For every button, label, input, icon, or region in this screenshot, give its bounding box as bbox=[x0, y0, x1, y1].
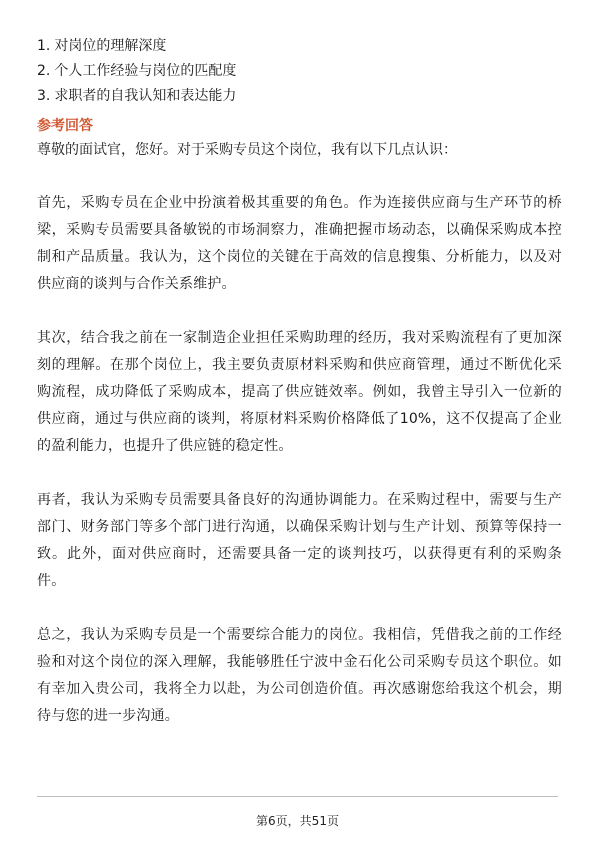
list-item-number: 1. bbox=[37, 38, 51, 54]
paragraph-gap bbox=[37, 595, 562, 622]
page-number: 第6页，共51页 bbox=[256, 814, 339, 828]
paragraph-gap bbox=[37, 298, 562, 325]
evaluation-list bbox=[37, 34, 562, 109]
paragraph-gap bbox=[37, 163, 562, 190]
footer-divider bbox=[37, 796, 558, 797]
list-item-text: 个人工作经验与岗位的匹配度 bbox=[54, 63, 237, 79]
answer-paragraph-third: 再者，我认为采购专员需要具备良好的沟通协调能力。在采购过程中，需要与生产部门、财务部门等多个部门进行沟通，以确保采购计划与生产计划、预算等保持一致。此外，面对供应商时，还需要具备一定的谈判技巧，以获得更有利的采购条件。 bbox=[37, 492, 562, 589]
list-item-number: 3. bbox=[37, 88, 51, 104]
list-item bbox=[37, 59, 562, 84]
list-item-text: 对岗位的理解深度 bbox=[54, 38, 167, 54]
list-item bbox=[37, 34, 562, 59]
list-item bbox=[37, 84, 562, 109]
answer-paragraph-second: 其次，结合我之前在一家制造企业担任采购助理的经历，我对采购流程有了更加深刻的理解。在那个岗位上，我主要负责原材料采购和供应商管理，通过不断优化采购流程，成功降低了采购成本，提高了供应链效率。例如，我曾主导引入一位新的供应商，通过与供应商的谈判，将原材料采购价格降低了10%，这不仅提高了企业的盈利能力，也提升了供应链的稳定性。 bbox=[37, 330, 562, 454]
list-item-number: 2. bbox=[37, 63, 51, 79]
answer-paragraph-conclusion: 总之，我认为采购专员是一个需要综合能力的岗位。我相信，凭借我之前的工作经验和对这个岗位的深入理解，我能够胜任宁波中金石化公司采购专员这个职位。如有幸加入贵公司，我将全力以赴，为公司创造价值。再次感谢您给我这个机会，期待与您的进一步沟通。 bbox=[37, 627, 562, 724]
list-item-text: 求职者的自我认知和表达能力 bbox=[54, 88, 237, 104]
answer-paragraph-first: 首先，采购专员在企业中扮演着极其重要的角色。作为连接供应商与生产环节的桥梁，采购专员需要具备敏锐的市场洞察力，准确把握市场动态，以确保采购成本控制和产品质量。我认为，这个岗位的关键在于高效的信息搜集、分析能力，以及对供应商的谈判与合作关系维护。 bbox=[37, 195, 562, 292]
page-content bbox=[37, 34, 562, 730]
answer-section-title: 参考回答 bbox=[37, 118, 93, 134]
greeting-line: 尊敬的面试官，您好。对于采购专员这个岗位，我有以下几点认识： bbox=[37, 142, 457, 158]
paragraph-gap bbox=[37, 460, 562, 487]
